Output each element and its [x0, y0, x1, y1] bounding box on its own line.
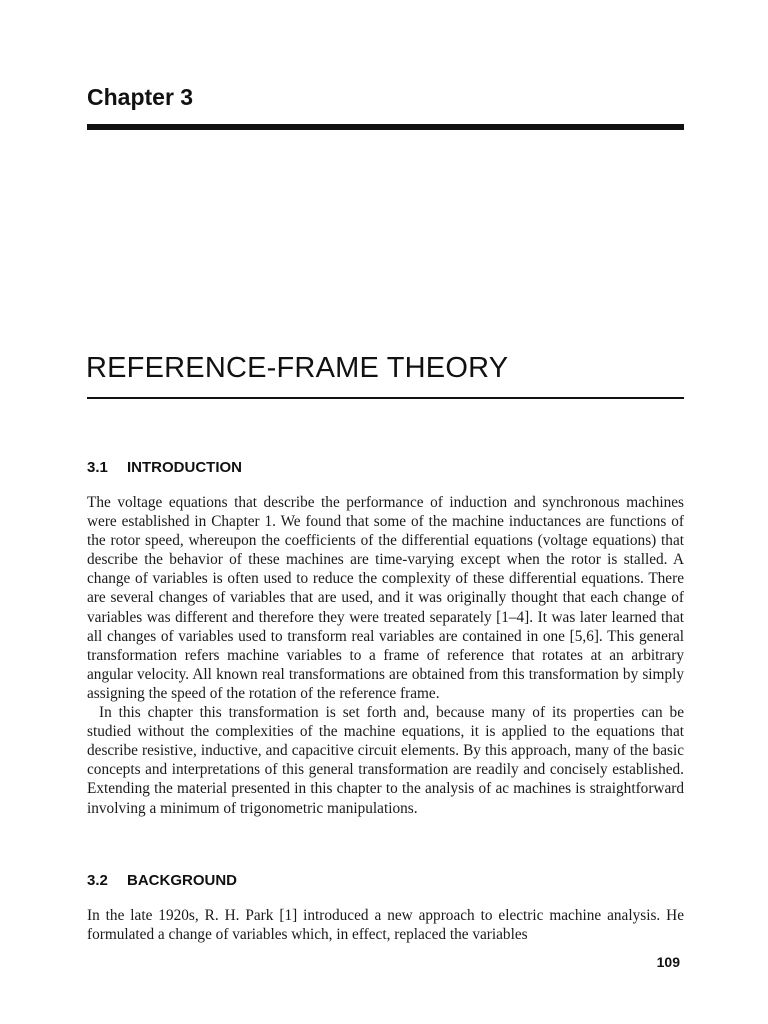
paragraph: In this chapter this transformation is set forth and, because many of its properties can be studied without the complexities of the machine equations, it is applied to the equations that describe resistive, inductive, and capacitive circuit elements. By this approach, many of the basic concepts and interpretations of this general transformation are readily and concisely established. Extending the material presented in this chapter to the analysis of ac machines is straightforward involving a minimum of trigonometric manipulations. [87, 704, 684, 817]
section-number: 3.1 [87, 459, 108, 476]
background-body [87, 906, 684, 944]
chapter-title-rule [87, 397, 684, 399]
chapter-title: REFERENCE-FRAME THEORY [86, 352, 509, 384]
chapter-top-rule [87, 124, 684, 130]
chapter-label: Chapter 3 [87, 84, 194, 110]
paragraph: The voltage equations that describe the performance of induction and synchronous machines were established in Chapter 1. We found that some of the machine inductances are functions of the rotor speed, whereupon the coefficients of the differential equations (voltage equations) that describe the behavior of these machines are time-varying except when the rotor is stalled. A change of variables is often used to reduce the complexity of these differential equations. There are several changes of variables that are used, and it was originally thought that each change of variables was different and therefore they were treated separately [1–4]. It was later learned that all changes of variables used to transform real variables are contained in one [5,6]. This general transformation refers machine variables to a frame of reference that rotates at an arbitrary angular velocity. All known real transformations are obtained from this transformation by simply assigning the speed of the rotation of the reference frame. [87, 494, 684, 702]
page-number: 109 [656, 954, 680, 970]
introduction-body [87, 493, 684, 818]
section-number: 3.2 [87, 872, 108, 889]
section-title: INTRODUCTION [127, 459, 242, 476]
section-title: BACKGROUND [127, 872, 237, 889]
section-heading-background [87, 872, 237, 889]
section-heading-introduction [87, 459, 242, 476]
paragraph: In the late 1920s, R. H. Park [1] introduced a new approach to electric machine analysis. He formulated a change of variables which, in effect, replaced the variables [87, 907, 684, 944]
